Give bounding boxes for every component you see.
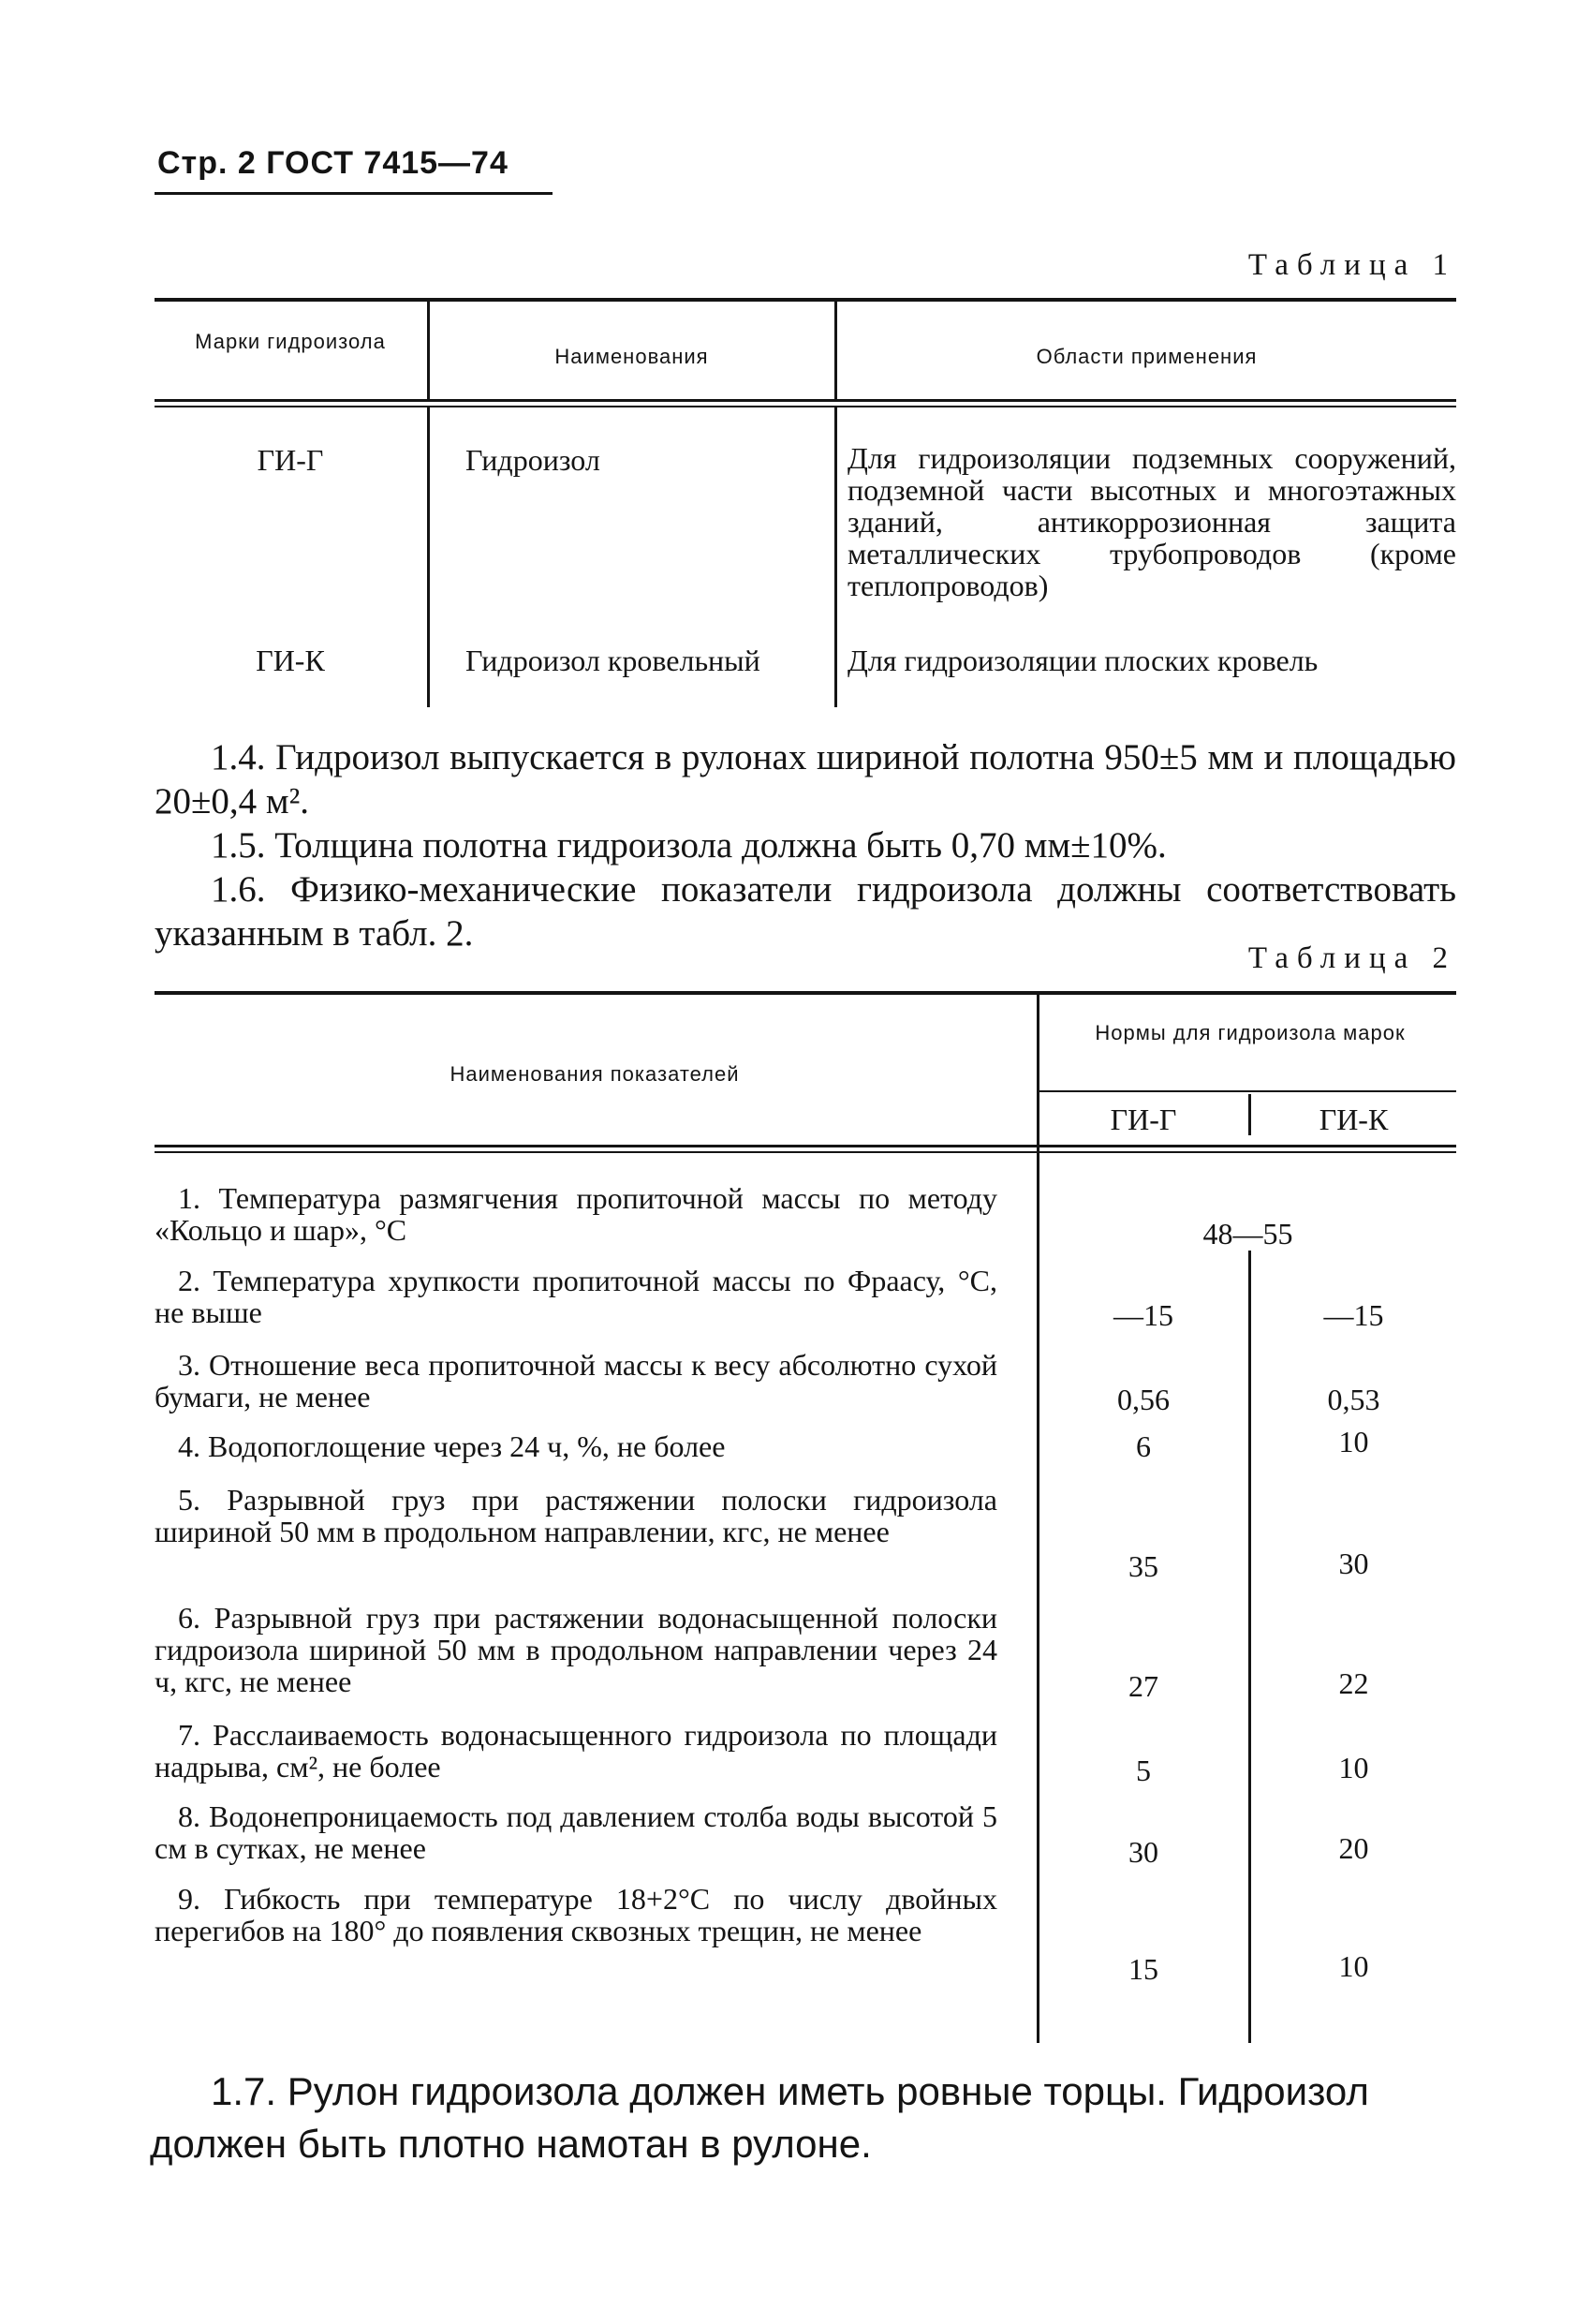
- table2-row-name: 2. Температура хрупкости пропиточной массы по Фраасу, °С, не выше: [155, 1264, 997, 1329]
- table1-divider: [834, 407, 837, 707]
- table2-value-gig: 0,56: [1117, 1383, 1170, 1416]
- table2-value-gig: 5: [1136, 1754, 1151, 1787]
- table2-norms-rule: [1039, 1090, 1456, 1092]
- table2-value-gik: 22: [1338, 1666, 1369, 1700]
- table2-value-gik: —15: [1323, 1298, 1384, 1332]
- paragraph-1-4: 1.4. Гидроизол выпускается в рулонах шириной полотна 950±5 мм и площадью 20±0,4 м².: [155, 737, 1456, 822]
- table2-row-name: 3. Отношение веса пропиточной массы к весу абсолютно сухой бумаги, не менее: [155, 1348, 997, 1414]
- table2-value-gig: —15: [1113, 1298, 1173, 1332]
- table2-row-name: 1. Температура размягчения пропиточной массы по методу «Кольцо и шар», °С: [155, 1181, 997, 1247]
- paragraph-1-6: 1.6. Физико-механические показатели гидроизола должны соответствовать указанным в табл. 2.: [155, 869, 1456, 954]
- table1-divider: [427, 407, 430, 707]
- paragraph-1-5: 1.5. Толщина полотна гидроизола должна быть 0,70 мм±10%.: [211, 825, 1167, 866]
- table1-head-marks: Марки гидроизола: [195, 330, 386, 353]
- table1-usage: Для гидроизоляции подземных сооружений, подземной части высотных и многоэтажных зданий, антикоррозионная защита металлических трубопроводов (кроме теплопроводов): [848, 441, 1456, 602]
- table2-value-gik: 10: [1338, 1425, 1369, 1458]
- table1-mark: ГИ-К: [256, 644, 325, 677]
- table1-head-usage: Области применения: [1036, 345, 1258, 368]
- table2-head-gig: ГИ-Г: [1110, 1103, 1177, 1136]
- table2-head-rule: [155, 1151, 1456, 1153]
- table2-value-gig: 30: [1128, 1835, 1158, 1869]
- table2-head-indicators: Наименования показателей: [450, 1062, 740, 1086]
- table2-row-name: 7. Расслаиваемость водонасыщенного гидроизола по площади надрыва, см², не более: [155, 1718, 997, 1784]
- table2-row-name: 9. Гибкость при температуре 18+2°С по числу двойных перегибов на 180° до появления сквозных трещин, не менее: [155, 1882, 997, 1947]
- table1-divider: [427, 302, 430, 399]
- table1-divider: [834, 302, 837, 399]
- table1-head-names: Наименования: [554, 345, 709, 368]
- table2-combined-value: 48—55: [1202, 1217, 1293, 1251]
- table1-name: Гидроизол: [465, 443, 600, 477]
- table1-caption: Таблица 1: [1247, 248, 1456, 282]
- header-underline: [155, 192, 553, 195]
- table2-value-gig: 35: [1128, 1549, 1158, 1583]
- table2-head-rule: [155, 1145, 1456, 1147]
- table2-caption: Таблица 2: [1247, 941, 1456, 975]
- table2-row-name: 8. Водонепроницаемость под давлением столба воды высотой 5 см в сутках, не менее: [155, 1799, 997, 1865]
- table2-row-name: 5. Разрывной груз при растяжении полоски гидроизола шириной 50 мм в продольном направлении, кгс, не менее: [155, 1483, 997, 1548]
- table2-top-rule: [155, 991, 1456, 995]
- table2-divider: [1248, 1251, 1251, 2043]
- table2-value-gik: 20: [1338, 1831, 1369, 1865]
- table2-value-gig: 6: [1136, 1429, 1151, 1463]
- table2-row-name: 6. Разрывной груз при растяжении водонасыщенной полоски гидроизола шириной 50 мм в продольном направлении через 24 ч, кгс, не менее: [155, 1601, 997, 1698]
- table2-value-gik: 10: [1338, 1751, 1369, 1784]
- table1-top-rule: [155, 298, 1456, 302]
- table2-divider: [1037, 1153, 1039, 2043]
- table2-value-gig: 27: [1128, 1669, 1158, 1703]
- table1-head-rule: [155, 406, 1456, 407]
- page-header: Стр. 2 ГОСТ 7415—74: [157, 145, 509, 181]
- table1-head-rule: [155, 399, 1456, 402]
- table2-value-gik: 0,53: [1327, 1383, 1380, 1416]
- table2-value-gik: 10: [1338, 1949, 1369, 1983]
- table2-head-gik: ГИ-К: [1319, 1103, 1389, 1136]
- table2-value-gik: 30: [1338, 1547, 1369, 1580]
- table2-row-name: 4. Водопоглощение через 24 ч, %, не более: [178, 1429, 726, 1463]
- table2-head-norms: Нормы для гидроизола марок: [1095, 1021, 1406, 1044]
- table1-mark: ГИ-Г: [257, 443, 324, 477]
- table2-value-gig: 15: [1128, 1952, 1158, 1986]
- table1-name: Гидроизол кровельный: [465, 644, 760, 677]
- table1-usage: Для гидроизоляции плоских кровель: [848, 644, 1319, 677]
- paragraph-1-7: 1.7. Рулон гидроизола должен иметь ровные торцы. Гидроизол должен быть плотно намотан в рулоне.: [150, 2069, 1369, 2166]
